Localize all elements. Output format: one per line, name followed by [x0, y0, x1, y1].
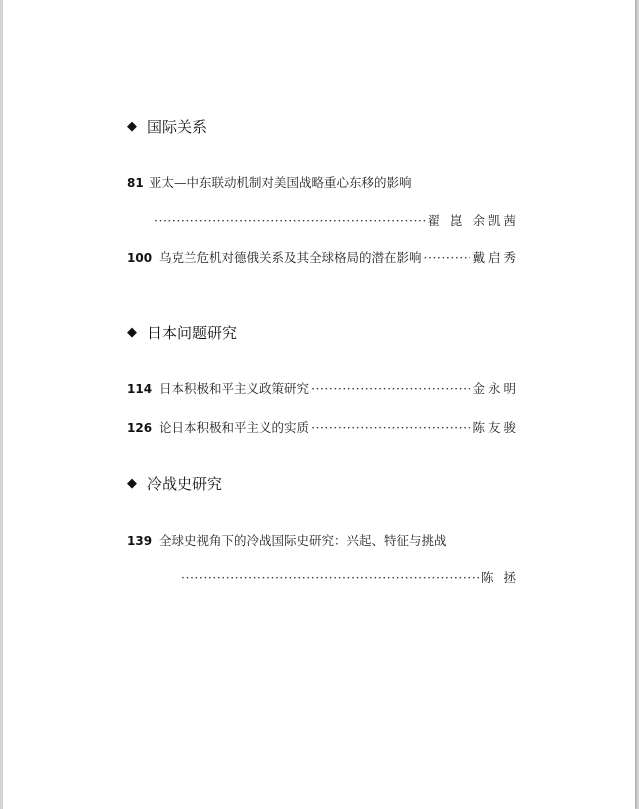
article-title: 亚太—中东联动机制对美国战略重心东移的影响	[149, 175, 412, 190]
toc-entry[interactable]	[127, 531, 519, 588]
article-author: 翟 崑 余凯茜	[427, 213, 519, 228]
article-title: 全球史视角下的冷战国际史研究：兴起、特征与挑战	[159, 533, 447, 548]
toc-entry[interactable]	[127, 173, 519, 231]
page-number: 81	[127, 176, 144, 190]
leader-dots	[181, 570, 479, 585]
section-heading	[127, 116, 207, 137]
leader-dots	[424, 250, 471, 265]
toc-entry[interactable]	[127, 379, 519, 399]
page-number: 139	[127, 534, 153, 548]
leader-dots	[154, 213, 426, 228]
section-heading	[127, 322, 237, 343]
article-title: 日本积极和平主义政策研究	[159, 381, 310, 396]
section-heading	[127, 473, 222, 494]
section-title: 日本问题研究	[147, 324, 238, 342]
diamond-bullet-icon: ◆	[127, 325, 137, 340]
article-title: 论日本积极和平主义的实质	[159, 420, 310, 435]
page-number: 114	[127, 382, 153, 396]
toc-entry[interactable]	[127, 248, 519, 268]
section-title: 国际关系	[147, 118, 208, 136]
page-number: 126	[127, 421, 153, 435]
leader-dots	[311, 420, 470, 435]
article-author: 戴启秀	[472, 250, 519, 265]
article-author: 陈友骏	[472, 420, 519, 435]
article-author: 陈 拯	[481, 570, 519, 585]
diamond-bullet-icon: ◆	[127, 476, 137, 491]
toc-page	[3, 0, 635, 809]
page-number: 100	[127, 251, 153, 265]
article-title: 乌克兰危机对德俄关系及其全球格局的潜在影响	[159, 250, 422, 265]
article-author: 金永明	[472, 381, 519, 396]
toc-entry[interactable]	[127, 418, 519, 438]
section-title: 冷战史研究	[147, 475, 223, 493]
leader-dots	[311, 381, 470, 396]
diamond-bullet-icon: ◆	[127, 119, 137, 134]
